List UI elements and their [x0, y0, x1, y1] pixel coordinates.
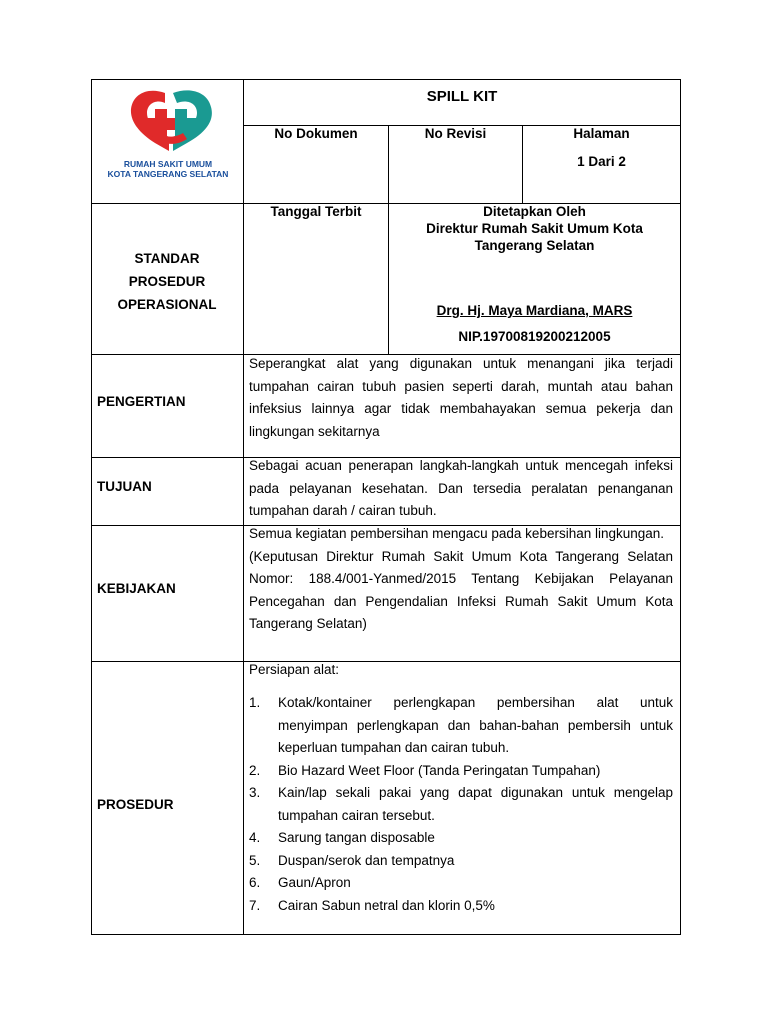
prosedur-steps [249, 692, 673, 917]
prosedur-step-text: Cairan Sabun netral dan klorin 0,5% [278, 897, 495, 913]
kebijakan-text [249, 523, 673, 636]
pengertian-text: Seperangkat alat yang digunakan untuk menangani jika terjadi tumpahan cairan tubuh pasien seperti darah, muntah atau bahan infeksius lainnya agar tidak membahayakan semua pekerja dan lingkungan sekitarnya [249, 356, 673, 439]
tujuan-text: Sebagai acuan penerapan langkah-langkah untuk mencegah infeksi pada pelayanan kesehatan. Dan tersedia peralatan penanganan tumpahan darah / cairan tubuh. [249, 458, 673, 518]
ditetapkan-block [389, 203, 680, 254]
prosedur-step [249, 872, 673, 895]
prosedur-step-number: 1. [249, 695, 261, 710]
hospital-name-line1: RUMAH SAKIT UMUM [123, 159, 213, 169]
table-border-left [91, 79, 92, 935]
prosedur-step-number: 5. [249, 852, 261, 868]
prosedur-step [249, 850, 673, 873]
prosedur-step-number: 7. [249, 897, 261, 913]
table-border-top [91, 79, 681, 80]
hospital-logo-mark-icon [111, 87, 241, 151]
prosedur-step [249, 895, 673, 918]
table-border-right [680, 79, 681, 935]
sop-line3: OPERASIONAL [117, 297, 217, 312]
prosedur-step-text: Sarung tangan disposable [278, 830, 435, 845]
prosedur-step-text: Gaun/Apron [278, 875, 351, 890]
ditetapkan-line2: Direktur Rumah Sakit Umum Kota [426, 221, 643, 236]
sop-heading [91, 247, 243, 316]
prosedur-step-list [249, 692, 673, 917]
prosedur-step-text: Duspan/serok dan tempatnya [278, 852, 455, 868]
pengertian-label: PENGERTIAN [97, 394, 186, 409]
hospital-logo [103, 87, 233, 183]
prosedur-step-number: 2. [249, 762, 261, 778]
halaman-label: Halaman [573, 126, 630, 141]
kebijakan-text-1: Semua kegiatan pembersihan mengacu pada kebersihan lingkungan. [249, 526, 665, 541]
tujuan-label: TUJUAN [97, 479, 152, 494]
prosedur-intro: Persiapan alat: [249, 662, 340, 677]
sop-line1: STANDAR [134, 251, 200, 266]
prosedur-step-number: 3. [249, 785, 261, 800]
prosedur-step [249, 782, 673, 827]
document-title: SPILL KIT [426, 88, 498, 105]
prosedur-step-text: Kain/lap sekali pakai yang dapat digunakan untuk mengelap tumpahan cairan tersebut. [278, 785, 673, 823]
prosedur-step-text: Bio Hazard Weet Floor (Tanda Peringatan Tumpahan) [278, 762, 601, 778]
prosedur-label: PROSEDUR [97, 797, 174, 812]
table-border-bottom [91, 934, 681, 935]
prosedur-step-number: 6. [249, 875, 261, 890]
sop-line2: PROSEDUR [128, 274, 206, 289]
director-nip: NIP.19700819200212005 [458, 329, 611, 344]
no-revisi-label: No Revisi [424, 126, 487, 141]
kebijakan-label: KEBIJAKAN [97, 581, 176, 596]
prosedur-step [249, 692, 673, 760]
director-name: Drg. Hj. Maya Mardiana, MARS [436, 303, 633, 318]
prosedur-step [249, 827, 673, 850]
no-dokumen-label: No Dokumen [274, 126, 358, 141]
prosedur-step-number: 4. [249, 830, 261, 845]
ditetapkan-line3: Tangerang Selatan [474, 238, 595, 253]
prosedur-step [249, 760, 673, 783]
kebijakan-text-2: (Keputusan Direktur Rumah Sakit Umum Kota Tangerang Selatan Nomor: 188.4/001-Yanmed/2015 Tentang Kebijakan Pelayanan Pencegahan dan Pengendalian Infeksi Rumah Sakit Umum Kota Tangerang Selatan) [249, 548, 673, 631]
hospital-name-line2: KOTA TANGERANG SELATAN [107, 169, 229, 179]
prosedur-step-text: Kotak/kontainer perlengkapan pembersihan alat untuk menyimpan perlengkapan dan bahan-bahan pembersih untuk keperluan tumpahan dan cairan tubuh. [278, 695, 673, 755]
halaman-value: 1 Dari 2 [577, 154, 626, 169]
tanggal-terbit-label: Tanggal Terbit [270, 204, 362, 219]
ditetapkan-line1: Ditetapkan Oleh [483, 204, 586, 219]
